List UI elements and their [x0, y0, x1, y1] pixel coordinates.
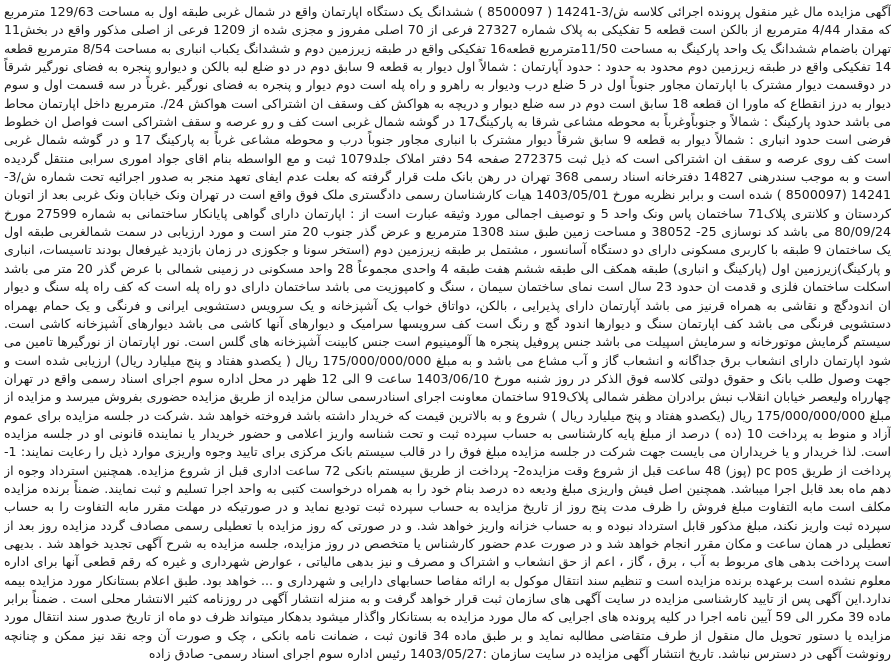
auction-notice — [4, 3, 891, 668]
auction-notice-text: آگهی مزایده مال غیر منقول پرونده اجرائی کلاسه ش/3-14241 ( 8500097 ) ششدانگ یک دستگاه اپارتمان واقع در شمال غربی طبقه اول به مساحت 129/63 مترمربع که مقدار 4/44 مترمربع از بالکن است قطعه 5 تفکیکی به پلاک شماره 27327 فرعی از 70 اصلی مفروز و مجزی شده از 1209 فرعی از اصلی مذکور واقع در بخش11 تهران باضمام ششدانگ یک واحد پارکینگ به مساحت 11/50مترمربع قطعه16 تفکیکی واقع در طبقه زیرزمین دوم و ششدانگ یکباب انباری به مساحت 8/54 مترمربع قطعه 14 تفکیکی واقع در طبقه زیرزمین دوم محدود به حدود : حدود آپارتمان : شمالاً اول دیوار به قطعه 9 سابق دوم در دو ضلع لبه بالکن و دیوارو پنجره به فضای نورگیر شرقاً در دوقسمت دیوار مشترک با اپارتمان مجاور جنوباً اول در 5 ضلع درب ودیوار به راهرو و راه پله است دوم دیوار و پنجره به فضای نورگیر .غرباً در سه قسمت اول و سوم دیوار به درز انقطاع که ماورا ان قطعه 18 سابق است دوم در سه ضلع دیوار و دریچه به هواکش کف وسقف ان اشتراکی است هواکش 24/. مترمربع داخل اپارتمان محاط می باشد حدود پارکینگ : شمالاً و جنوباًوغرباً به محوطه مشاعی شرقا به پارکینگ17 در گوشه شمال غربی است کف و رو عرصه و سقف اشتراکی است فواصل ان خطوط فرضی است حدود انباری : شمالاً دیوار به قطعه 9 سابق شرقاً دیوار مشترک با انباری مجاور جنوباً درب و محوطه مشاعی غرباً به پارکینگ 17 و در گوشه شمال غربی است کف روی عرصه و سقف ان اشتراکی است که ذیل ثبت 272375 صفحه 54 دفتر املاک جلد1079 ثبت و مع الواسطه بنام اقای جواد اموری سرابی منتقل گردیده است و به موجب سندرهنی 14827 دفترخانه اسناد رسمی 368 تهران در رهن بانک ملت قرار گرفته که بعلت عدم ایفای تعهد منجر به صدور اجرائیه تحت شماره ش/3-14241 (8500097 ) شده است و برابر نظریه مورخ 1403/05/01 هیات کارشناسان رسمی دادگستری ملک فوق واقع است در تهران ونک خیابان ونک غربی بعد از اتوبان کردستان و کلانتری پلاک71 ساختمان پاس ونک واحد 5 و توصیف اجمالی مورد وثیقه عبارت است از : اپارتمان دارای گواهی پایانکار ساختمانی به شماره 27599 مورخ 80/09/24 می باشد کد نوسازی 25- 38052 و مساحت زمین طبق سند 1308 مترمربع و عرض گذر جنوب 20 متر است و مورد ارزیابی در سمت شمالغربی طبقه اول یک ساختمان 9 طبقه با کاربری مسکونی دارای دو دستگاه آسانسور ، مشتمل بر طبقه زیرزمین دوم (استخر سونا و جکوزی در زمان بازدید غیرفعال بودند تاسیسات، انباری و پارکینگ)زیرزمین اول (پارکینگ و انباری) طبقه همکف الی طبقه ششم هفت طبقه 4 واحدی مجموعاً 28 واحد مسکونی در زمینی شمالی با عرض گذر 20 متر می باشد اسکلت ساختمان فلزی و قدمت ان حدود 23 سال است نمای ساختمان سیمان ، سنگ و کامپوزیت می باشد ساختمان دارای دو راه پله است که کف راه پله سنگ و دیوار ان اندودگچ و نقاشی به همراه قرنیز می باشد آپارتمان دارای پذیرایی ، بالکن، دواتاق خواب یک آشپزخانه و یک سرویس دستشویی ایرانی و فرنگی و یک حمام بهمراه دستشویی فرنگی می باشد کف اپارتمان سنگ و دیوارها اندود گچ و رنگ است کف سرویسها سرامیک و دیوارهای آنها کاشی می باشد دیوارهای آشپزخانه کاشی است. سیستم گرمایش موتورخانه و سرمایش اسپیلت می باشد جنس پروفیل پنجره ها آلومینیوم است جنس کابینت آشپزخانه های گلس است. نور اپارتمان از نورگیرها تامین می شود اپارتمان دارای انشعاب برق جداگانه و انشعاب گاز و آب مشاع می باشد و به مبلغ 175/000/000/000 ریال ( یکصدو هفتاد و پنج میلیارد ریال) ارزیابی شده است و جهت وصول طلب بانک و حقوق دولتی کلاسه فوق الذکر در روز شنبه مورخ 1403/06/10 ساعت 9 الی 12 ظهر در محل اداره سوم اجرای اسناد رسمی واقع در تهران چهارراه ولیعصر خیابان انقلاب نبش برادران مظفر شمالی پلاک919 ساختمان معاونت اجرای اسنادرسمی سالن مزایده از طریق مزایده حضوری بفروش میرسد و مزایده از مبلغ 175/000/000/000 ریال (یکصدو هفتاد و پنج میلیارد ریال ) شروع و به بالاترین قیمت که خریدار داشته باشد فروخته خواهد شد .شرکت در جلسه مزایده برای عموم آزاد و منوط به پرداخت 10 (ده ) درصد از مبلغ پایه کارشناسی به حساب سپرده ثبت و تحت شناسه واریز اعلامی و حضور خریدار یا نماینده قانونی او در جلسه مزایده است. لذا خریدار و یا خریداران می بایست جهت شرکت در جلسه مزایده مبلغ فوق را در قالب سیستم بانک مرکزی برای تایید وجوه واریزی موارد ذیل را رعایت نمایند: 1- پرداخت از طریق pc pos (پوز) 48 ساعت قبل از شروع وقت مزایده2- پرداخت از طریق سیستم بانکی 72 ساعت اداری قبل از شروع مزایده. همچنین استرداد وجوه از دهم ماه بعد قابل اجرا میباشد. همچنین اصل فیش واریزی مبلغ ودیعه ده درصد بنام خود را به همراه درخواست کتبی به واحد اجرا تسلیم و ثبت نمایند. ضمناً برنده مزایده مکلف است مابه التفاوت مبلغ فروش را ظرف مدت پنج روز از تاریخ مزایده به حساب سپرده ثبت تودیع نماید و در صورتیکه در مهلت مقرر مابه التفاوت را به حساب سپرده ثبت واریز نکند، مبلغ مذکور قابل استرداد نبوده و به حساب خزانه واریز خواهد شد. و در صورتی که روز مزایده با تعطیلی رسمی مصادف گردد مزایده روز بعد از تعطیلی در همان ساعت و مکان مقرر انجام خواهد شد و در صورت عدم حضور کارشناس یا متخصص در روز مزایده، جلسه مزایده به شرح آگهی تجدید خواهد شد . بدیهی است پرداخت بدهی های مربوط به آب ، برق ، گاز ، اعم از حق انشعاب و اشتراک و مصرف و نیز بدهی مالیاتی ، عوارض شهرداری و غیره که رقم قطعی آنها برای اداره معلوم نشده است برعهده برنده مزایده است و تنظیم سند انتقال موکول به ارائه مفاصا حسابهای دارایی و شهرداری و ... خواهد بود. طبق اعلام بستانکار مورد مزایده بیمه ندارد.این آگهی پس از تایید کارشناسی مزایده در سایت آگهی های سازمان ثبت قرار خواهد گرفت و به منزله انتشار آگهی در روزنامه کثیر الانتشار محلی است . ضمناً برابر ماده 39 مکرر الی 59 آیین نامه اجرا در کلیه پرونده های اجرایی که مال مورد مزایده به بستانکار واگذار میشود بدهکار میتواند ظرف دو ماه از تاریخ صدور سند انتقال مورد مزایده یا دستور تحویل مال منقول از طرف متقاضی مطالبه نماید و بر طبق ماده 34 قانون ثبت ، ضمانت نامه بانکی ، چک و صورت آن وجه نقد نیز ممکن و چنانچه رونوشت آگهی در دسترس نباشد. تاریخ انتشار آگهی مزایده در سایت سازمان :1403/05/27 رئیس اداره سوم اجرای اسناد رسمی- صادق زاده — [4, 4, 891, 662]
